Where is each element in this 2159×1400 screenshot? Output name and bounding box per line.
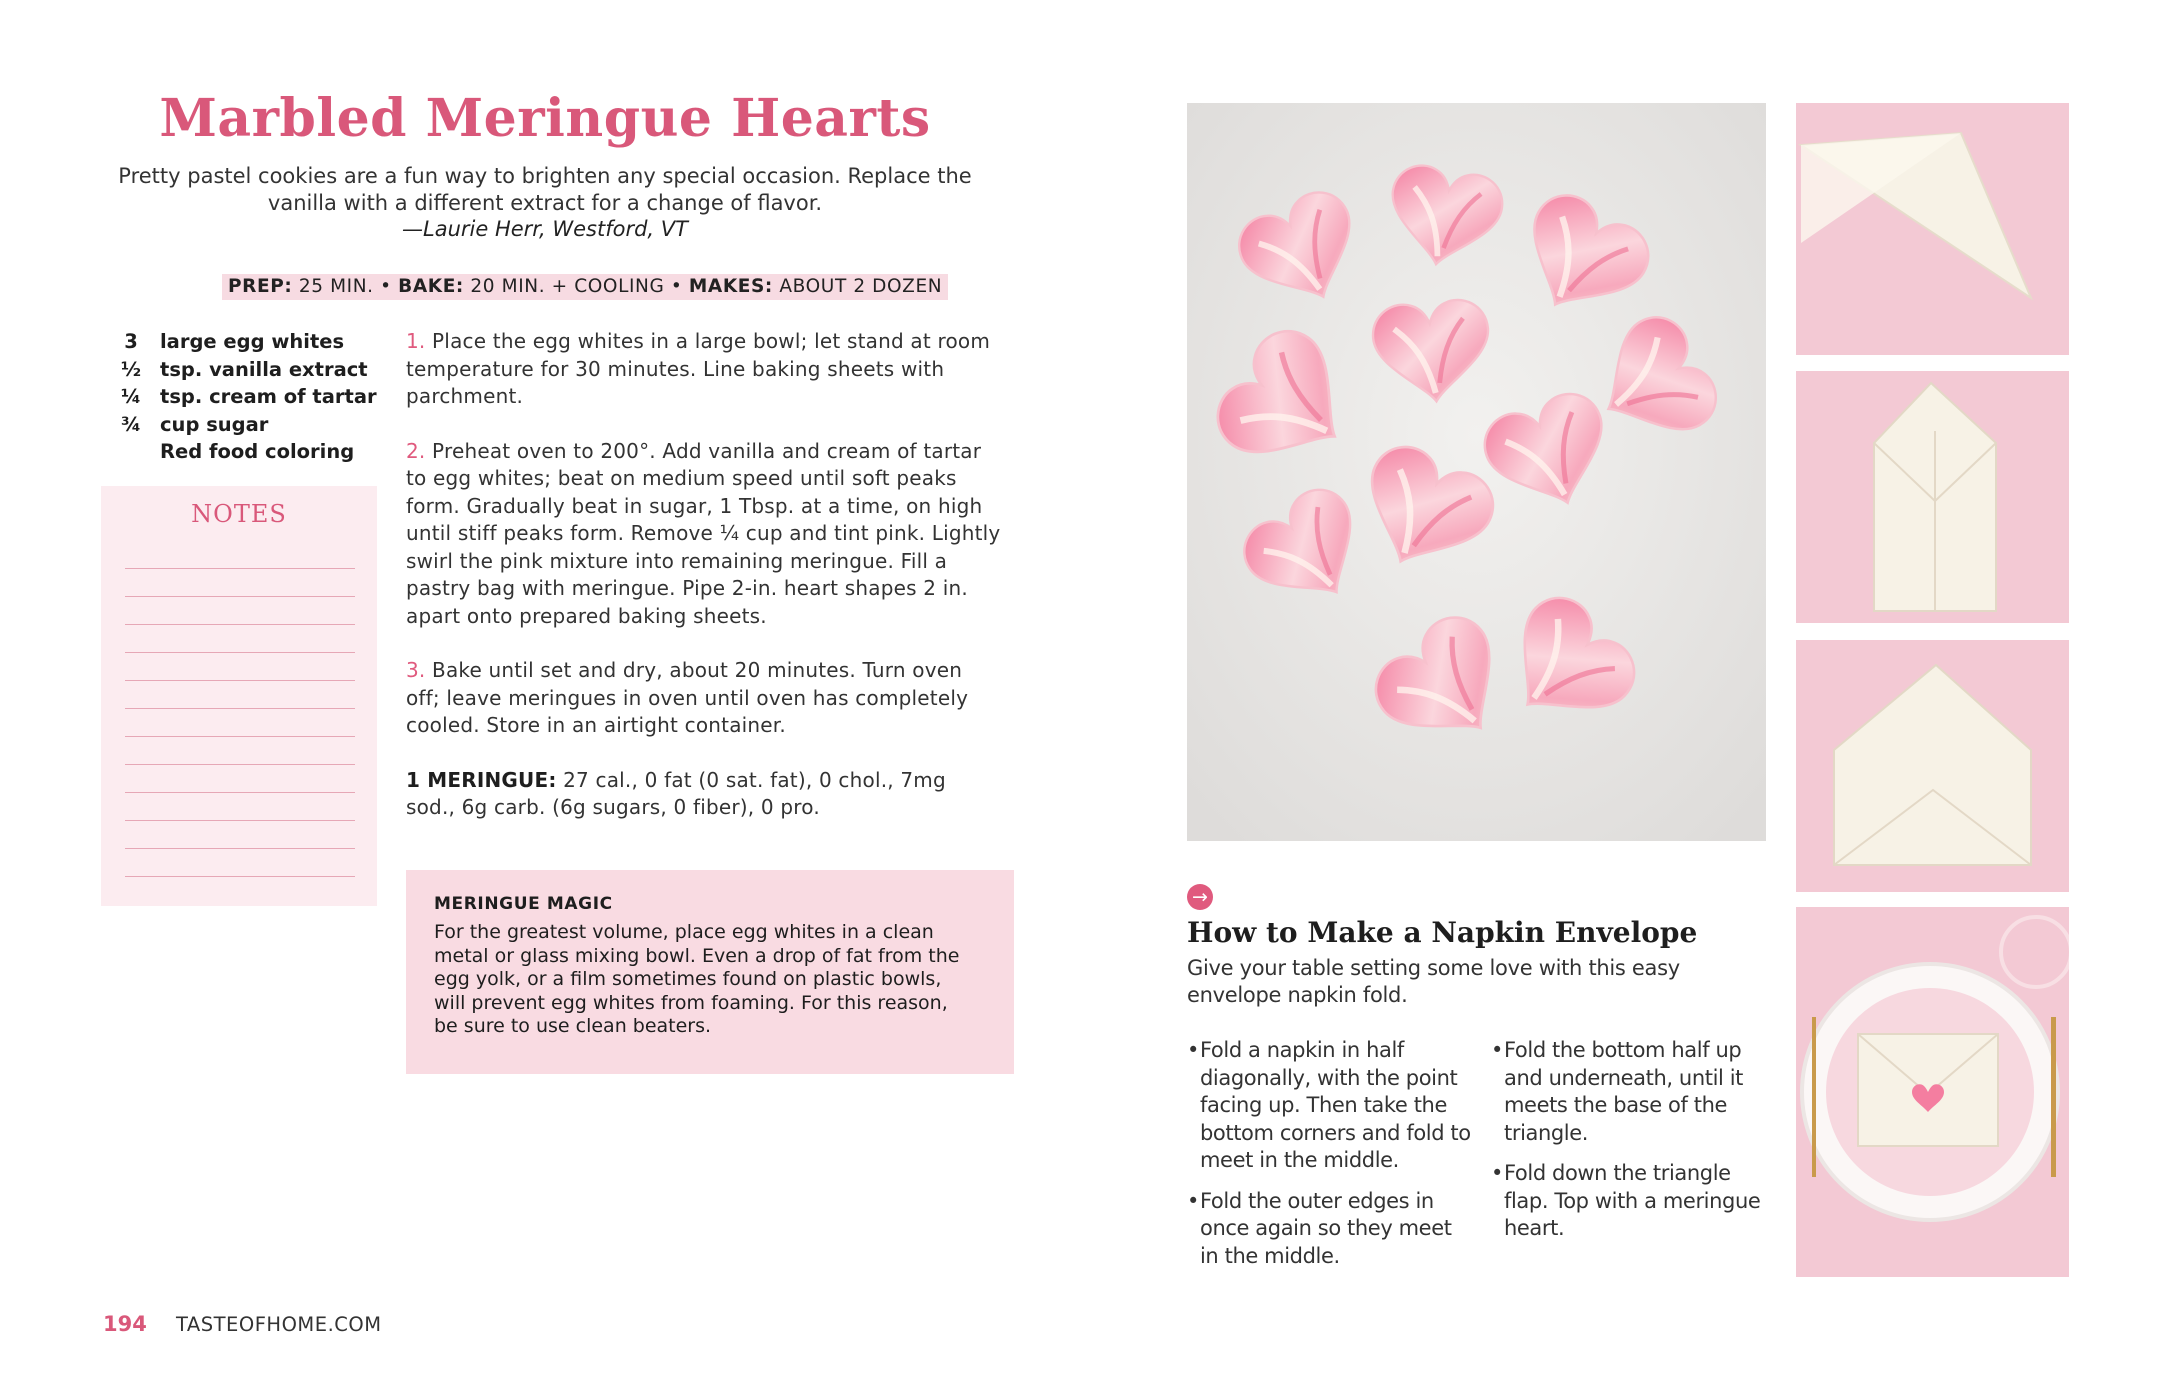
notes-line (125, 876, 355, 877)
makes-label: MAKES: (688, 276, 773, 297)
meringue-photo (1187, 103, 1766, 841)
napkin-section-intro: Give your table setting some love with this easy envelope napkin fold. (1187, 956, 1680, 1007)
napkin-step-2-photo (1796, 371, 2069, 623)
step-number: 2. (406, 438, 426, 463)
bullet-text: Fold a napkin in half diagonally, with the point facing up. Then take the bottom corners and fold to meet in the middle. (1200, 1038, 1471, 1172)
list-item (1491, 1037, 1781, 1147)
bullet-icon: • (1187, 1038, 1199, 1062)
step-text: Preheat oven to 200°. Add vanilla and cream of tartar to egg whites; beat on medium speed until soft peaks form. Gradually beat in sugar, 1 Tbsp. at a time, on high until stiff peaks form. Remove ¼ cup and tint pink. Lightly swirl the pink mixture into remaining meringue. Fill a pastry bag with meringue. Pipe 2-in. heart shapes 2 in. apart onto prepared baking sheets. (406, 438, 1001, 628)
bake-label: BAKE: (398, 276, 464, 297)
napkin-steps-left (1187, 1037, 1472, 1283)
bullet-icon: • (1491, 1038, 1503, 1062)
notes-line (125, 736, 355, 737)
timing-separator: • (670, 276, 683, 297)
notes-line (125, 708, 355, 709)
ingredient-item: tsp. cream of tartar (160, 385, 377, 408)
ingredient-row (112, 411, 402, 439)
ingredient-row (112, 383, 402, 411)
napkin-folded-image (1796, 371, 2069, 623)
step-number: 3. (406, 658, 426, 682)
step-text: Place the egg whites in a large bowl; let stand at room temperature for 30 minutes. Line baking sheets with parchment. (406, 329, 991, 408)
nutrition-text: 27 cal., 0 fat (0 sat. fat), 0 chol., 7mg sod., 6g carb. (6g sugars, 0 fiber), 0 pro. (406, 767, 946, 819)
step-text: Bake until set and dry, about 20 minutes. Turn oven off; leave meringues in oven until oven has completely cooled. Store in an airtight container. (406, 658, 969, 737)
nutrition-facts (406, 767, 1001, 822)
ingredient-qty: ½ (120, 357, 142, 381)
napkin-envelope-image (1796, 640, 2069, 892)
list-item (1491, 1160, 1781, 1243)
bullet-text: Fold down the triangle flap. Top with a meringue heart. (1504, 1161, 1761, 1240)
ingredient-item: Red food coloring (160, 440, 355, 463)
ingredient-qty (112, 438, 150, 466)
ingredient-qty: 3 (124, 330, 138, 353)
arrow-icon: → (1187, 884, 1213, 910)
step-number: 1. (406, 329, 426, 353)
ingredient-row (112, 356, 402, 384)
bake-value: 20 MIN. + COOLING (470, 276, 665, 297)
bullet-text: Fold the bottom half up and underneath, until it meets the base of the triangle. (1504, 1038, 1743, 1145)
notes-line (125, 764, 355, 765)
timing-bar (222, 274, 948, 300)
bullet-text: Fold the outer edges in once again so they meet in the middle. (1200, 1188, 1452, 1268)
list-item (1187, 1188, 1472, 1271)
nutrition-label: 1 MERINGUE: (406, 767, 557, 792)
timing-separator: • (380, 276, 392, 297)
ingredient-item: tsp. vanilla extract (160, 357, 368, 381)
tip-body: For the greatest volume, place egg whites in a clean metal or glass mixing bowl. Even a drop of fat from the egg yolk, or a film sometimes found on plastic bowls, will prevent egg whites from foaming. For this reason, be sure to use clean beaters. (434, 921, 960, 1037)
list-item (1187, 1037, 1472, 1175)
ingredient-row (112, 438, 402, 466)
page-number: 194 (103, 1312, 147, 1336)
notes-line (125, 652, 355, 653)
napkin-step-1-photo (1796, 103, 2069, 355)
ingredient-qty: ¾ (120, 412, 142, 436)
notes-line (125, 624, 355, 625)
recipe-intro: Pretty pastel cookies are a fun way to brighten any special occasion. Replace the vanilla with a different extract for a change of flavor. (118, 164, 972, 215)
direction-step (406, 438, 1001, 631)
ingredient-item: large egg whites (160, 330, 345, 353)
notes-line (125, 820, 355, 821)
direction-step (406, 328, 1001, 411)
recipe-title: Marbled Meringue Hearts (159, 88, 931, 149)
notes-line (125, 596, 355, 597)
ingredient-qty: ¼ (120, 385, 142, 408)
notes-title: NOTES (191, 500, 287, 528)
prep-label: PREP: (228, 276, 293, 297)
table-setting-photo (1796, 907, 2069, 1277)
notes-line (125, 568, 355, 569)
ingredient-row (112, 328, 402, 356)
notes-box (101, 486, 377, 906)
direction-step (406, 657, 1001, 740)
recipe-byline: —Laurie Herr, Westford, VT (402, 217, 688, 241)
notes-line (125, 848, 355, 849)
napkin-step-3-photo (1796, 640, 2069, 892)
napkin-triangle-image (1796, 103, 2069, 355)
tip-heading: MERINGUE MAGIC (434, 894, 613, 914)
meringue-hearts-image (1187, 103, 1766, 841)
napkin-steps-right (1491, 1037, 1781, 1256)
notes-line (125, 792, 355, 793)
table-setting-image (1796, 907, 2069, 1277)
bullet-icon: • (1491, 1161, 1503, 1185)
directions (406, 328, 1001, 849)
bullet-icon: • (1187, 1188, 1199, 1213)
makes-value: ABOUT 2 DOZEN (779, 276, 943, 297)
ingredient-item: cup sugar (160, 412, 269, 436)
ingredients-list (112, 328, 402, 466)
site-name: TASTEOFHOME.COM (176, 1313, 382, 1336)
tip-box (406, 870, 1014, 1074)
prep-value: 25 MIN. (298, 276, 374, 297)
napkin-section-title: How to Make a Napkin Envelope (1187, 916, 1698, 949)
notes-line (125, 680, 355, 681)
